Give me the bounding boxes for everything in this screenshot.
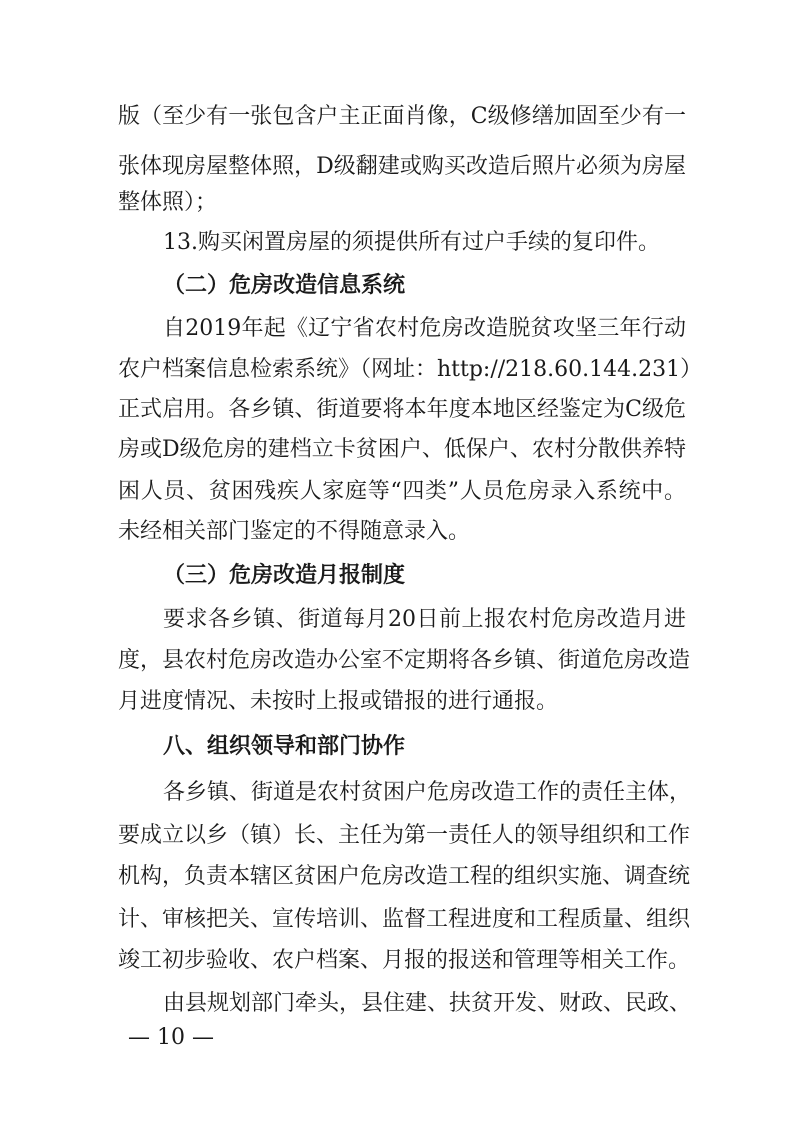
paragraph-line: 竣工初步验收、农户档案、月报的报送和管理等相关工作。 (118, 948, 691, 973)
paragraph-line: 由县规划部门牵头，县住建、扶贫开发、财政、民政、 (163, 991, 692, 1016)
paragraph-line: 房或D级危房的建档立卡贫困户、低保户、农村分散供养特 (118, 437, 686, 462)
section-heading-3: （三）危房改造月报制度 (163, 563, 406, 588)
paragraph-line: 要成立以乡（镇）长、主任为第一责任人的领导组织和工作 (118, 823, 691, 848)
paragraph-line: 要求各乡镇、街道每月20日前上报农村危房改造月进 (163, 607, 686, 632)
paragraph-line: 整体照）； (118, 190, 218, 215)
paragraph-line: 月进度情况、未按时上报或错报的进行通报。 (118, 689, 559, 714)
section-heading-8: 八、组织领导和部门协作 (163, 734, 406, 759)
paragraph-line: 机构，负责本辖区贫困户危房改造工程的组织实施、调查统 (118, 864, 691, 889)
paragraph-line: 正式启用。各乡镇、街道要将本年度本地区经鉴定为C级危 (118, 397, 686, 422)
paragraph-line: 农户档案信息检索系统》（网址：http://218.60.144.231） (118, 357, 703, 382)
page-number: — 10 — (128, 1025, 214, 1050)
paragraph-line: 度，县农村危房改造办公室不定期将各乡镇、街道危房改造 (118, 648, 691, 673)
list-item-13: 13.购买闲置房屋的须提供所有过户手续的复印件。 (163, 230, 660, 255)
paragraph-line: 各乡镇、街道是农村贫困户危房改造工作的责任主体， (163, 780, 692, 805)
paragraph-line: 困人员、贫困残疾人家庭等“四类”人员危房录入系统中。 (118, 479, 686, 504)
paragraph-line: 计、审核把关、宣传培训、监督工程进度和工程质量、组织 (118, 907, 691, 932)
paragraph-line: 版（至少有一张包含户主正面肖像，C级修缮加固至少有一 (118, 104, 686, 129)
section-heading-2: （二）危房改造信息系统 (163, 273, 406, 298)
paragraph-line: 自2019年起《辽宁省农村危房改造脱贫攻坚三年行动 (163, 316, 686, 341)
paragraph-line: 未经相关部门鉴定的不得随意录入。 (118, 519, 471, 544)
paragraph-line: 张体现房屋整体照，D级翻建或购买改造后照片必须为房屋 (118, 154, 686, 179)
